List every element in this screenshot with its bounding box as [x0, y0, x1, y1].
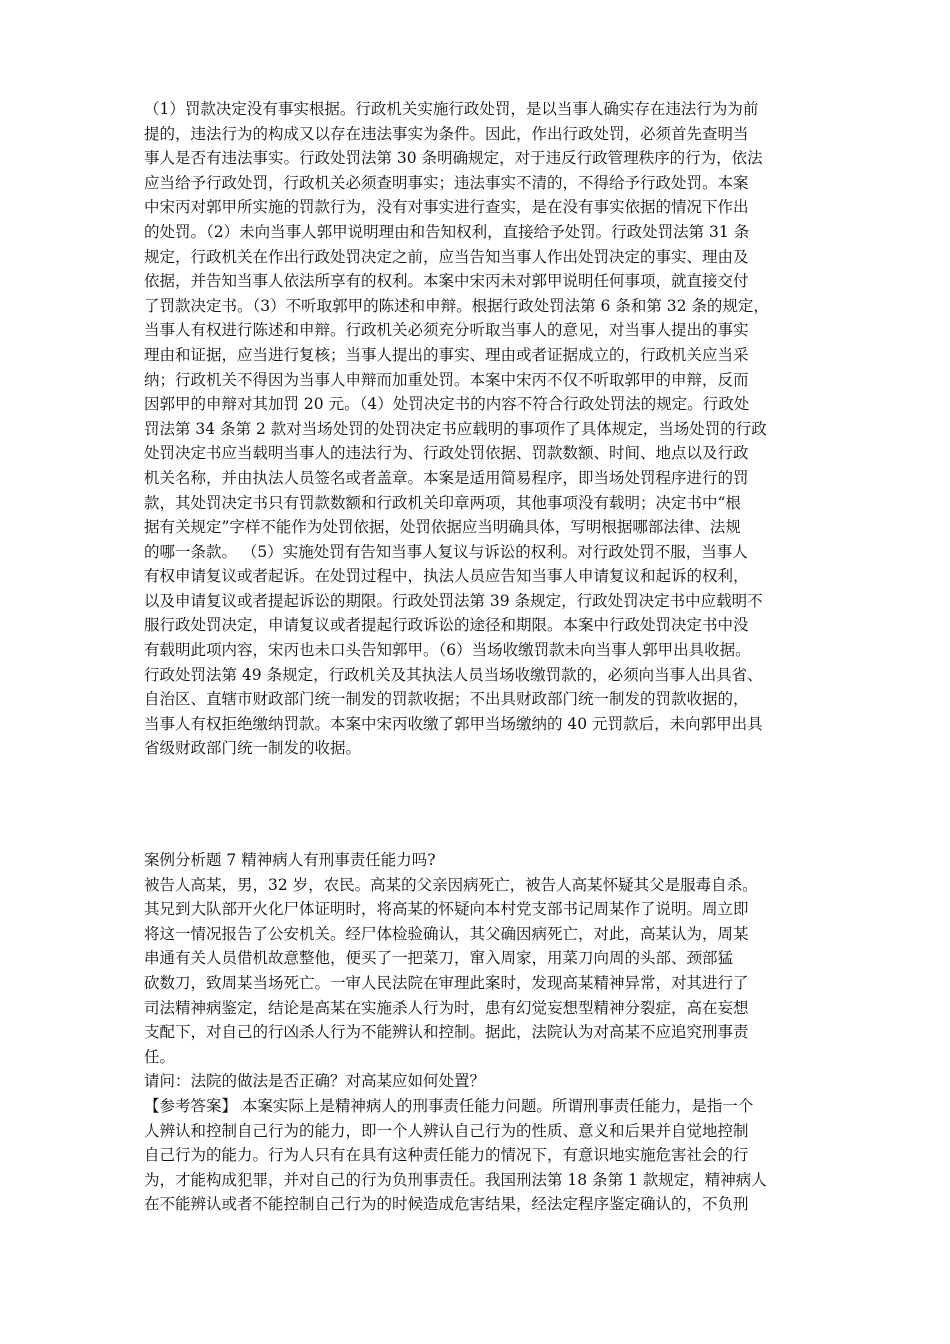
text-line: 行政处罚法第 49 条规定，行政机关及其执法人员当场收缴罚款的，必须向当事人出具省、	[144, 665, 763, 684]
text-line: 据有关规定”字样不能作为处罚依据，处罚依据应当明确具体，写明根据哪部法律、法规	[144, 518, 741, 537]
text-line: 有权申请复议或者起诉。在处罚过程中，执法人员应告知当事人申请复议和起诉的权利，	[144, 567, 749, 586]
text-line: 司法精神病鉴定，结论是高某在实施杀人行为时，患有幻觉妄想型精神分裂症，高在妄想	[144, 998, 749, 1017]
text-line: 砍数刀，致周某当场死亡。一审人民法院在审理此案时，发现高某精神异常，对其进行了	[144, 973, 749, 992]
text-line: 请问：法院的做法是否正确？对高某应如何处置？	[144, 1072, 486, 1091]
text-line: 有载明此项内容，宋丙也未口头告知郭甲。（6）当场收缴罚款未向当事人郭甲出具收据。	[144, 641, 751, 660]
text-line: 罚法第 34 条第 2 款对当场处罚的处罚决定书应载明的事项作了具体规定，当场处罚的行政	[144, 419, 767, 438]
text-line: 机关名称，并由执法人员签名或者盖章。本案是适用简易程序，即当场处罚程序进行的罚	[144, 468, 749, 487]
text-line: 了罚款决定书。（3）不听取郭甲的陈述和申辩。根据行政处罚法第 6 条和第 32 条的规定，	[144, 296, 769, 315]
text-line: 规定，行政机关在作出行政处罚决定之前，应当告知当事人作出处罚决定的事实、理由及	[144, 247, 749, 266]
text-line: 当事人有权拒绝缴纳罚款。本案中宋丙收缴了郭甲当场缴纳的 40 元罚款后，未向郭甲出具	[144, 714, 763, 733]
text-line: 【参考答案】 本案实际上是精神病人的刑事责任能力问题。所谓刑事责任能力，是指一个	[144, 1096, 754, 1115]
text-line: 在不能辨认或者不能控制自己行为的时候造成危害结果，经法定程序鉴定确认的，不负刑	[144, 1195, 749, 1214]
text-line: 处罚决定书应当载明当事人的违法行为、行政处罚依据、罚款数额、时间、地点以及行政	[144, 444, 749, 463]
text-line: 款，其处罚决定书只有罚款数额和行政机关印章两项，其他事项没有载明；决定书中“根	[144, 493, 741, 512]
text-line: 事人是否有违法事实。行政处罚法第 30 条明确规定，对于违反行政管理秩序的行为，依法	[144, 149, 763, 168]
text-line: 自治区、直辖市财政部门统一制发的罚款收据；不出具财政部门统一制发的罚款收据的，	[144, 690, 749, 709]
text-line: 将这一情况报告了公安机关。经尸体检验确认，其父确因病死亡，对此，高某认为，周某	[144, 924, 749, 943]
case-study-section	[144, 848, 820, 1217]
text-line: 串通有关人员借机故意整他，便买了一把菜刀，窜入周家，用菜刀向周的头部、颈部猛	[144, 949, 734, 968]
text-line: 自己行为的能力。行为人只有在具有这种责任能力的情况下，有意识地实施危害社会的行	[144, 1146, 749, 1165]
text-line: 为，才能构成犯罪，并对自己的行为负刑事责任。我国刑法第 18 条第 1 款规定，精神病人	[144, 1170, 767, 1189]
text-line: 其兄到大队部开火化尸体证明时，将高某的怀疑向本村党支部书记周某作了说明。周立即	[144, 900, 749, 919]
text-line: 纳；行政机关不得因为当事人申辩而加重处罚。本案中宋丙不仅不听取郭甲的申辩，反而	[144, 370, 749, 389]
text-line: 中宋丙对郭甲所实施的罚款行为，没有对事实进行查实，是在没有事实依据的情况下作出	[144, 198, 749, 217]
text-line: 人辨认和控制自己行为的能力，即一个人辨认自己行为的性质、意义和后果并自觉地控制	[144, 1121, 749, 1140]
text-line: 提的，违法行为的构成又以存在违法事实为条件。因此，作出行政处罚，必须首先查明当	[144, 124, 749, 143]
text-line: 支配下，对自己的行凶杀人行为不能辨认和控制。据此，法院认为对高某不应追究刑事责	[144, 1023, 749, 1042]
text-line: 服行政处罚决定，申请复议或者提起行政诉讼的途径和期限。本案中行政处罚决定书中没	[144, 616, 749, 635]
text-line: 的哪一条款。 （5）实施处罚有告知当事人复议与诉讼的权利。对行政处罚不服，当事人	[144, 542, 748, 561]
text-line: 省级财政部门统一制发的收据。	[144, 739, 362, 758]
text-line: 依据，并告知当事人依法所享有的权利。本案中宋丙未对郭甲说明任何事项，就直接交付	[144, 272, 749, 291]
text-line: 被告人高某，男，32 岁，农民。高某的父亲因病死亡，被告人高某怀疑其父是服毒自杀。	[144, 875, 758, 894]
text-line: 因郭甲的申辩对其加罚 20 元。（4）处罚决定书的内容不符合行政处罚法的规定。行政处	[144, 395, 750, 414]
text-line: 案例分析题 7 精神病人有刑事责任能力吗?	[144, 851, 436, 869]
text-line: 的处罚。（2）未向当事人郭甲说明理由和告知权利，直接给予处罚。行政处罚法第 31 条	[144, 222, 750, 241]
text-line: （1）罚款决定没有事实根据。行政机关实施行政处罚，是以当事人确实存在违法行为为前	[144, 100, 759, 118]
text-line: 理由和证据，应当进行复核；当事人提出的事实、理由或者证据成立的，行政机关应当采	[144, 345, 749, 364]
analysis-paragraph	[144, 97, 820, 761]
text-line: 应当给予行政处罚，行政机关必须查明事实；违法事实不清的，不得给予行政处罚。本案	[144, 173, 749, 192]
text-line: 当事人有权进行陈述和申辩。行政机关必须充分听取当事人的意见，对当事人提出的事实	[144, 321, 749, 340]
text-line: 以及申请复议或者提起诉讼的期限。行政处罚法第 39 条规定，行政处罚决定书中应载明不	[144, 591, 763, 610]
text-line: 任。	[144, 1047, 176, 1066]
